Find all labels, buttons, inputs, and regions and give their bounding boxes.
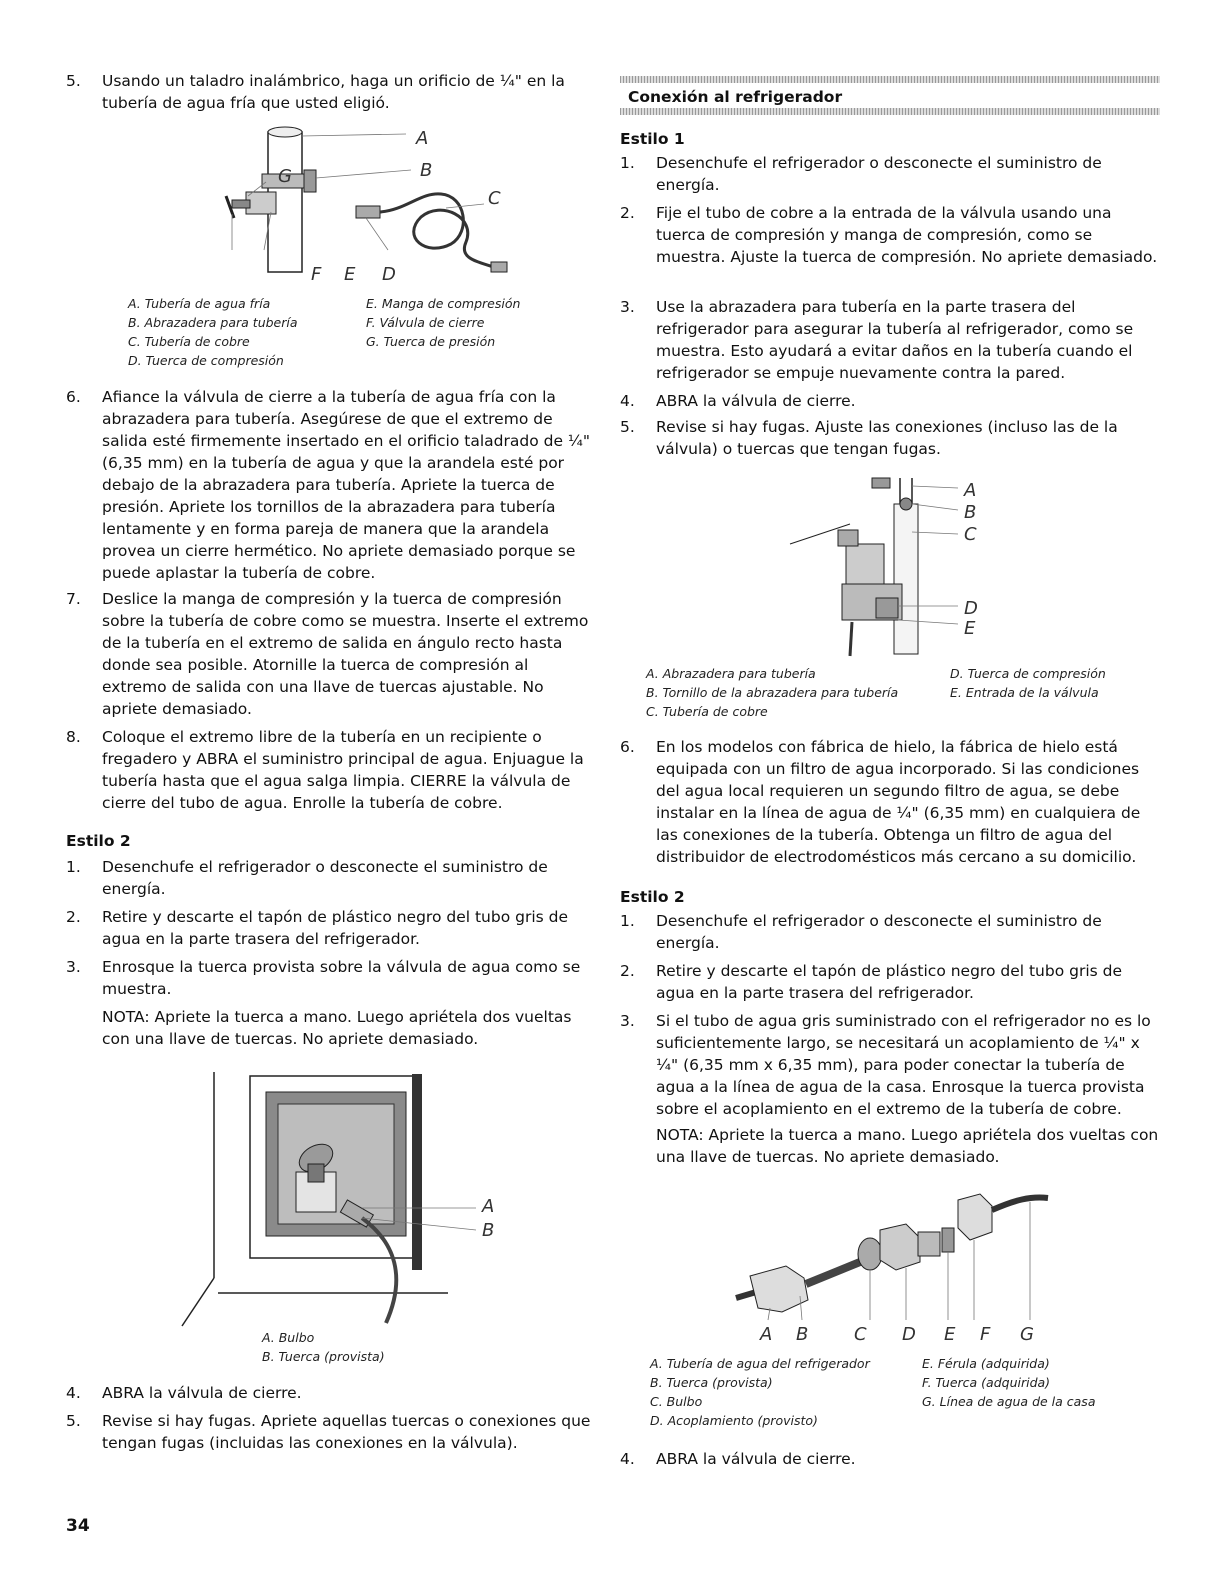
right-estilo2-heading: Estilo 2 bbox=[620, 888, 685, 906]
left-estilo2-step-2: 2. Retire y descarte el tapón de plástico negro del tubo gris de agua en la parte trasera del refrigerador. bbox=[66, 908, 569, 948]
fig4-captions-left: A. Tubería de agua del refrigerador B. Tuerca (provista) C. Bulbo D. Acoplamiento (provisto) bbox=[650, 1356, 870, 1428]
step-6: 6. Afiance la válvula de cierre a la tubería de agua fría con la abrazadera para tubería. Asegúrese de que el extremo de salida esté firmemente insertado en el orificio taladrado de ¼" (6,35 mm) en la tubería de agua y que la arandela esté por debajo de la abrazadera para tubería. Apriete la tuerca de presión. Apriete los tornillos de la abrazadera para tubería lentamente y en forma pareja de manera que la arandela provea un cierre hermético. No apriete demasiado porque se puede aplastar la tubería de cobre. bbox=[66, 388, 591, 582]
fig2-captions: A. Bulbo B. Tuerca (provista) bbox=[262, 1330, 385, 1364]
right-estilo1-step-1: 1. Desenchufe el refrigerador o desconecte el suministro de energía. bbox=[620, 154, 1102, 194]
fig2-label-a: A bbox=[482, 1196, 495, 1217]
right-estilo1-step-2: 2. Fije el tubo de cobre a la entrada de la válvula usando una tuerca de compresión y manga de compresión, como se muestra. Ajuste la tuerca de compresión. No apriete demasiado. bbox=[620, 204, 1158, 266]
fig3-label-d: D bbox=[964, 598, 978, 619]
fig1-label-d: D bbox=[382, 264, 396, 285]
right-estilo1-heading: Estilo 1 bbox=[620, 130, 685, 148]
left-estilo2-step-5: 5. Revise si hay fugas. Apriete aquellas tuercas o conexiones que tengan fugas (incluidas las conexiones en la válvula). bbox=[66, 1412, 591, 1452]
left-estilo2-heading: Estilo 2 bbox=[66, 832, 131, 850]
fig1-captions-left: A. Tubería de agua fría B. Abrazadera para tubería C. Tubería de cobre D. Tuerca de compresión bbox=[128, 296, 298, 368]
fig4-label-b: B bbox=[796, 1324, 809, 1345]
left-estilo2-step-1: 1. Desenchufe el refrigerador o desconecte el suministro de energía. bbox=[66, 858, 548, 898]
fig3-captions-right: D. Tuerca de compresión E. Entrada de la válvula bbox=[950, 666, 1106, 700]
right-estilo2-note: NOTA: Apriete la tuerca a mano. Luego apriétela dos vueltas con una llave de tuercas. No apriete demasiado. bbox=[656, 1126, 1159, 1166]
page-number: 34 bbox=[66, 1516, 90, 1536]
right-estilo2-step-2: 2. Retire y descarte el tapón de plástico negro del tubo gris de agua en la parte trasera del refrigerador. bbox=[620, 962, 1123, 1002]
right-estilo1-step-3: 3. Use la abrazadera para tubería en la parte trasera del refrigerador para asegurar la tubería al refrigerador, como se muestra. Esto ayudará a evitar daños en la tubería cuando el refrigerador se empuje nuevamente contra la pared. bbox=[620, 298, 1134, 382]
fig1-label-a: A bbox=[416, 128, 429, 149]
right-estilo2-step-4: 4. ABRA la válvula de cierre. bbox=[620, 1450, 856, 1468]
fig1-label-b: B bbox=[420, 160, 433, 181]
fig4-label-g: G bbox=[1020, 1324, 1034, 1345]
fig4-label-a: A bbox=[760, 1324, 773, 1345]
heading-band-bottom bbox=[620, 108, 1160, 115]
right-estilo1-step-4: 4. ABRA la válvula de cierre. bbox=[620, 392, 856, 410]
right-estilo1-step-6: 6. En los modelos con fábrica de hielo, la fábrica de hielo está equipada con un filtro de agua incorporado. Si las condiciones del agua local requieren un segundo filtro de agua, se debe instalar en la línea de agua de ¼" (6,35 mm) en cualquiera de las conexiones de la tubería. Obtenga un filtro de agua del distribuidor de electrodomésticos más cercano a su domicilio. bbox=[620, 738, 1141, 866]
right-estilo2-step-3: 3. Si el tubo de agua gris suministrado con el refrigerador no es lo suficientemente largo, se necesitará un acoplamiento de ¼" x ¼" (6,35 mm x 6,35 mm), para poder conectar la tubería de agua a la línea de agua de la casa. Enrosque la tuerca provista sobre el acoplamiento en el extremo de la tubería de cobre. bbox=[620, 1012, 1151, 1118]
left-estilo2-note: NOTA: Apriete la tuerca a mano. Luego apriétela dos vueltas con una llave de tuercas. No apriete demasiado. bbox=[102, 1008, 572, 1048]
fig1-label-c: C bbox=[488, 188, 501, 209]
fig3-label-c: C bbox=[964, 524, 977, 545]
fig3-label-b: B bbox=[964, 502, 977, 523]
fig3-captions-left: A. Abrazadera para tubería B. Tornillo de la abrazadera para tubería C. Tubería de cobre bbox=[646, 666, 899, 719]
fig1-captions-right: E. Manga de compresión F. Válvula de cierre G. Tuerca de presión bbox=[366, 296, 521, 349]
valve-inlet-figure bbox=[780, 474, 1010, 664]
step-8: 8. Coloque el extremo libre de la tubería en un recipiente o fregadero y ABRA el suministro principal de agua. Enjuague la tubería hasta que el agua salga limpia. CIERRE la válvula de cierre del tubo de agua. Enrolle la tubería de cobre. bbox=[66, 728, 584, 812]
section-title: Conexión al refrigerador bbox=[628, 88, 843, 106]
fig4-label-d: D bbox=[902, 1324, 916, 1345]
fig3-label-a: A bbox=[964, 480, 977, 501]
step-7: 7. Deslice la manga de compresión y la tuerca de compresión sobre la tubería de cobre como se muestra. Inserte el extremo de la tubería en el extremo de salida en ángulo recto hasta donde sea posible. Atornille la tuerca de compresión al extremo de salida con una llave de tuercas ajustable. No apriete demasiado. bbox=[66, 590, 589, 718]
left-estilo2-step-4: 4. ABRA la válvula de cierre. bbox=[66, 1384, 302, 1402]
fig4-label-e: E bbox=[944, 1324, 956, 1345]
fig4-captions-right: E. Férula (adquirida) F. Tuerca (adquirida) G. Línea de agua de la casa bbox=[922, 1356, 1096, 1409]
heading-band-top bbox=[620, 76, 1160, 83]
fig2-label-b: B bbox=[482, 1220, 495, 1241]
right-estilo2-step-1: 1. Desenchufe el refrigerador o desconecte el suministro de energía. bbox=[620, 912, 1102, 952]
fig4-label-c: C bbox=[854, 1324, 867, 1345]
fig4-label-f: F bbox=[980, 1324, 991, 1345]
fig1-label-g: G bbox=[278, 166, 292, 187]
fig3-label-e: E bbox=[964, 618, 976, 639]
section-heading bbox=[620, 76, 1160, 120]
step-5-drill: 5. Usando un taladro inalámbrico, haga un orificio de ¼" en la tubería de agua fría que usted eligió. bbox=[66, 72, 565, 112]
water-valve-figure bbox=[166, 1068, 506, 1330]
fig1-label-e: E bbox=[344, 264, 356, 285]
shutoff-valve-figure bbox=[206, 122, 526, 287]
left-estilo2-step-3: 3. Enrosque la tuerca provista sobre la válvula de agua como se muestra. bbox=[66, 958, 581, 998]
coupling-figure bbox=[730, 1180, 1050, 1348]
right-estilo1-step-5: 5. Revise si hay fugas. Ajuste las conexiones (incluso las de la válvula) o tuercas que tengan fugas. bbox=[620, 418, 1118, 458]
fig1-label-f: F bbox=[311, 264, 322, 285]
